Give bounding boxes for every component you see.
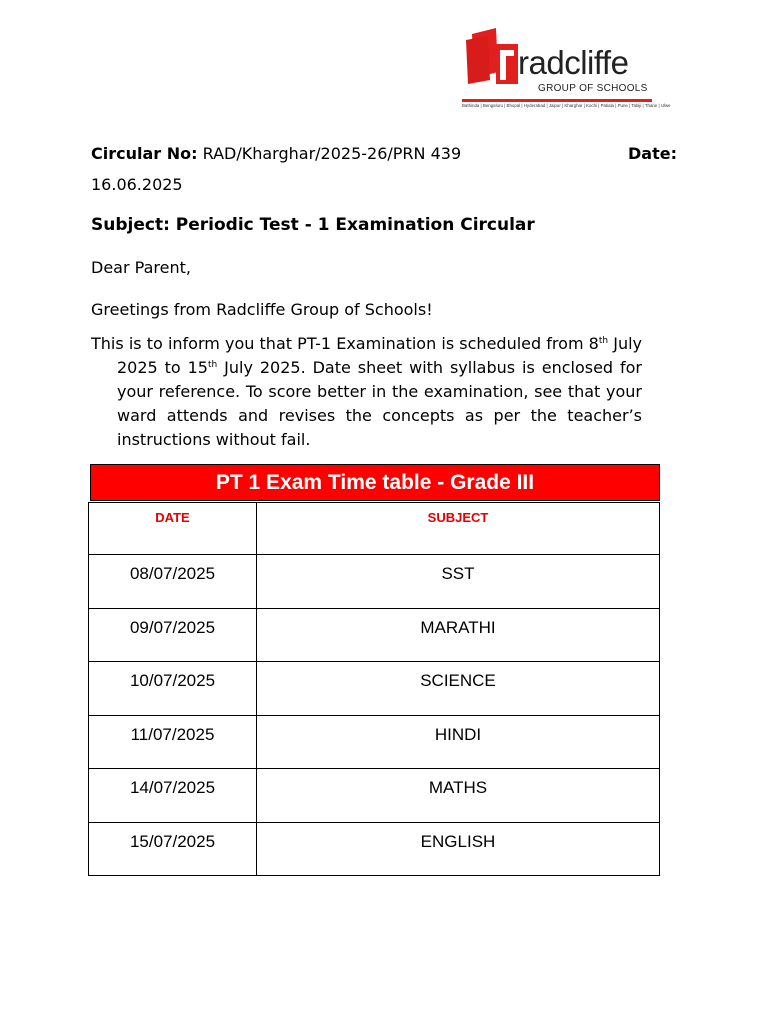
- logo-rule: [462, 99, 652, 102]
- exam-date: 09/07/2025: [89, 608, 257, 662]
- date-value: 16.06.2025: [91, 175, 183, 194]
- column-header-subject: SUBJECT: [257, 503, 660, 555]
- body-text-1: This is to inform you that PT-1 Examination is scheduled from 8: [91, 334, 599, 353]
- logo-cities: Bathinda | Bengaluru | Bhopal | Hyderabad | Jaipur | Kharghar | Kochi | Patiala | Pune | Tabiji | Thane | Ulwe: [462, 103, 671, 108]
- exam-date: 11/07/2025: [89, 715, 257, 769]
- table-row: [89, 769, 660, 823]
- circular-value: RAD/Kharghar/2025-26/PRN 439: [202, 144, 462, 163]
- exam-subject: MARATHI: [257, 608, 660, 662]
- salutation: Dear Parent,: [91, 258, 191, 277]
- circular-number: [91, 142, 461, 166]
- body-sup-2: th: [208, 360, 218, 370]
- exam-subject: MATHS: [257, 769, 660, 823]
- logo-wordmark: radcliffe: [518, 44, 629, 81]
- table-row: [89, 608, 660, 662]
- date-label: Date:: [628, 144, 677, 163]
- exam-date: 14/07/2025: [89, 769, 257, 823]
- exam-date: 08/07/2025: [89, 555, 257, 609]
- column-header-date: DATE: [89, 503, 257, 555]
- circular-label: Circular No:: [91, 144, 198, 163]
- subject-line: Subject: Periodic Test - 1 Examination Circular: [91, 215, 535, 235]
- greeting: Greetings from Radcliffe Group of Schools!: [91, 300, 433, 319]
- timetable-header-row: [89, 503, 660, 555]
- school-logo: [462, 26, 671, 116]
- table-row: [89, 822, 660, 876]
- table-row: [89, 662, 660, 716]
- exam-subject: SCIENCE: [257, 662, 660, 716]
- body-text-2: July 2025 to 15: [117, 334, 643, 377]
- logo-tagline: GROUP OF SCHOOLS: [538, 83, 648, 94]
- exam-date: 10/07/2025: [89, 662, 257, 716]
- exam-subject: ENGLISH: [257, 822, 660, 876]
- table-row: [89, 555, 660, 609]
- exam-date: 15/07/2025: [89, 822, 257, 876]
- timetable-title: PT 1 Exam Time table - Grade III: [90, 464, 660, 501]
- exam-subject: HINDI: [257, 715, 660, 769]
- exam-subject: SST: [257, 555, 660, 609]
- logo-book-icon: [462, 26, 522, 88]
- table-row: [89, 715, 660, 769]
- body-text-3: July 2025. Date sheet with syllabus is enclosed for your reference. To score better in the examination, see that your ward attends and revises the concepts as per the teacher’s instructions without fail.: [117, 358, 643, 449]
- body-sup-1: th: [598, 336, 609, 346]
- timetable: [88, 502, 660, 876]
- body-paragraph: [91, 332, 642, 452]
